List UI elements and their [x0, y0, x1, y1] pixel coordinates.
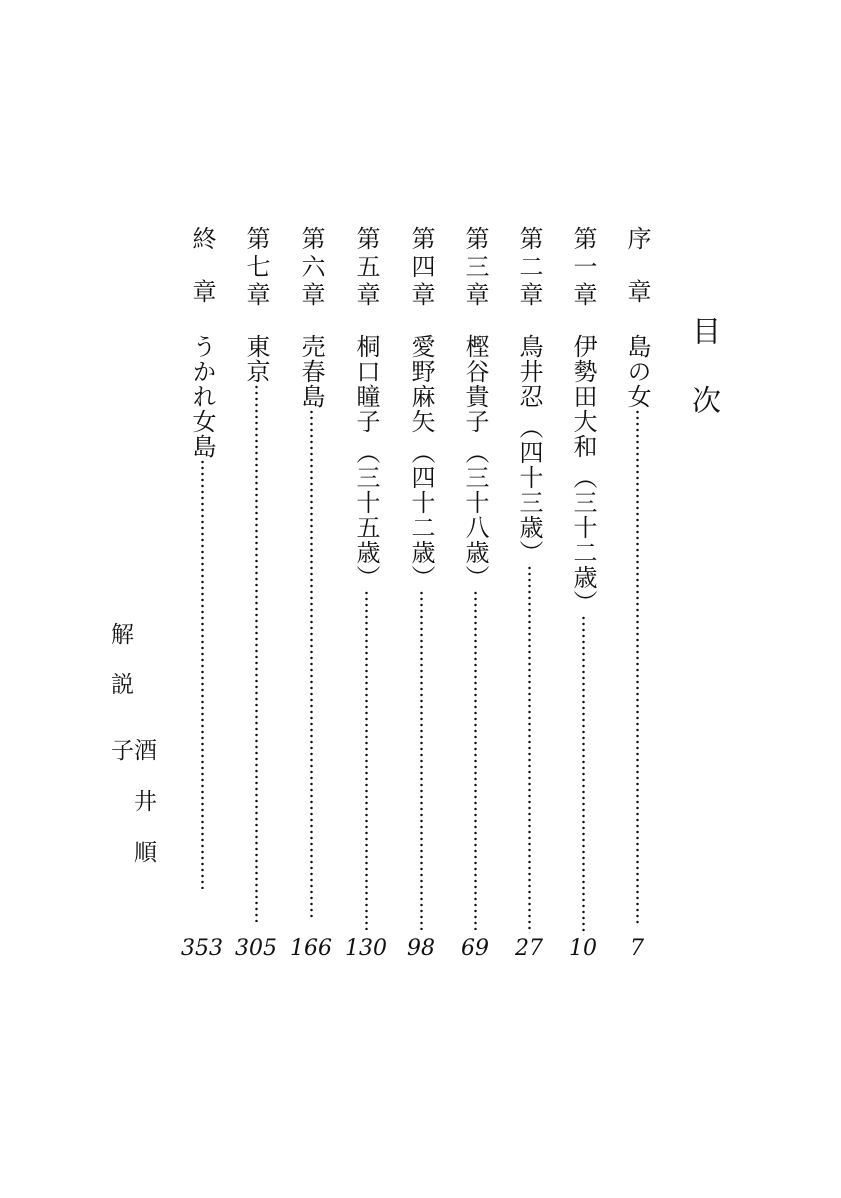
- chapter-label: 第一章: [569, 226, 597, 310]
- page-number: 353: [181, 936, 223, 961]
- chapter-title: 樫谷貴子: [461, 334, 489, 434]
- chapter-title: 愛野麻矢: [407, 334, 435, 434]
- page-number: 305: [235, 936, 277, 961]
- chapter-title: うかれ女島: [188, 334, 216, 459]
- chapter-title: 鳥井忍: [515, 334, 543, 409]
- chapter-title: 伊勢田大和: [569, 334, 597, 459]
- chapter-label: 第五章: [352, 226, 380, 310]
- page-number: 27: [515, 936, 543, 961]
- chapter-label: 第六章: [297, 226, 325, 310]
- dot-leader: [365, 590, 368, 930]
- chapter-title: 東京: [242, 334, 270, 384]
- chapter-title: 売春島: [297, 334, 325, 409]
- chapter-age: （四十三歳）: [515, 415, 543, 565]
- chapter-label: 終章: [188, 226, 216, 332]
- chapter-label: 序章: [623, 226, 651, 332]
- toc-heading: [690, 316, 740, 476]
- chapter-label: 第七章: [242, 226, 270, 310]
- dot-leader: [582, 615, 585, 935]
- chapter-label: 第三章: [461, 226, 489, 310]
- chapter-age: （三十五歳）: [352, 440, 380, 590]
- dot-leader: [420, 590, 423, 930]
- dot-leader: [201, 459, 204, 889]
- chapter-age: （三十二歳）: [569, 465, 597, 615]
- chapter-age: （四十二歳）: [407, 440, 435, 590]
- dot-leader: [636, 409, 639, 927]
- page-number: 130: [345, 936, 387, 961]
- chapter-age: （三十八歳）: [461, 440, 489, 590]
- page-number: 166: [290, 936, 332, 961]
- page-number: 98: [407, 936, 435, 961]
- chapter-title: 島の女: [623, 334, 651, 409]
- afterword-author: 酒井順子: [107, 738, 156, 891]
- dot-leader: [310, 409, 313, 919]
- chapter-title: 桐口瞳子: [352, 334, 380, 434]
- dot-leader: [255, 384, 258, 922]
- page-number: 10: [569, 936, 597, 961]
- afterword-commentary[interactable]: [107, 622, 156, 922]
- page-number: 7: [630, 936, 644, 961]
- chapter-label: 第二章: [515, 226, 543, 310]
- page-number: 69: [461, 936, 489, 961]
- dot-leader: [474, 590, 477, 930]
- afterword-label: 解説: [107, 622, 133, 722]
- toc-heading-text: 目次: [688, 316, 722, 454]
- chapter-label: 第四章: [407, 226, 435, 310]
- dot-leader: [528, 565, 531, 933]
